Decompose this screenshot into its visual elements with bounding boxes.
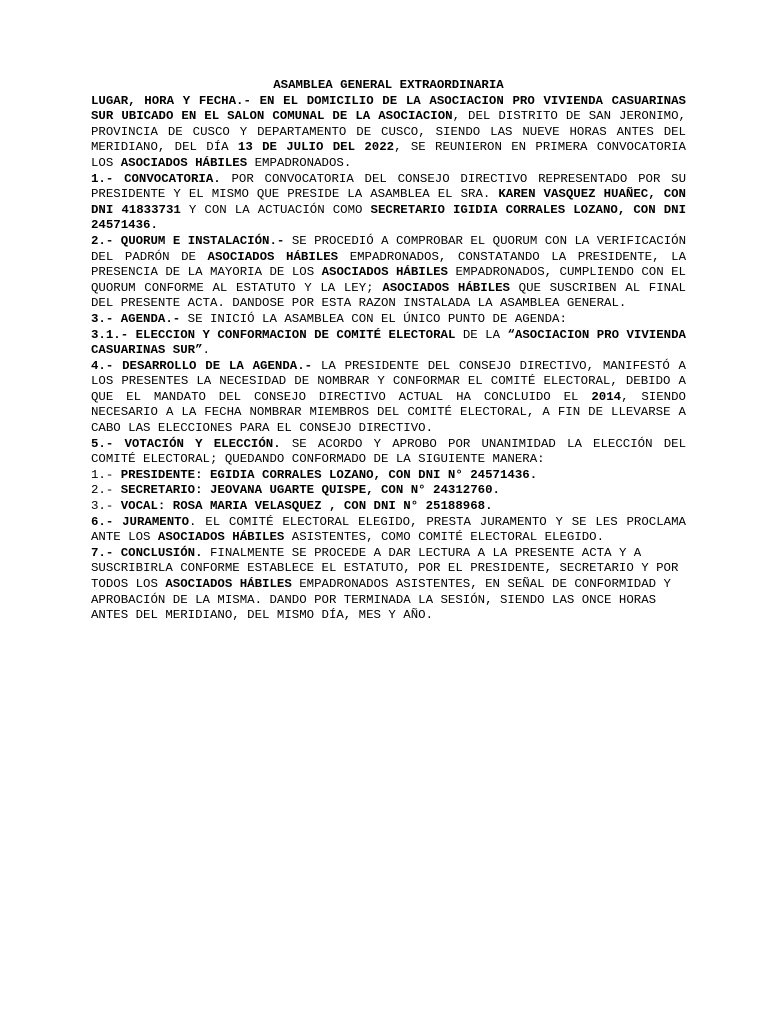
text: QUE SUSCRIBEN AL FINAL DEL PRESENTE ACTA. DANDOSE POR ESTA RAZON INSTALADA LA ASAMBLEA GENERAL. [91,280,686,311]
bold-text: 6.- JURAMENTO [91,514,190,529]
bold-text: 3.- AGENDA.- [91,311,181,326]
bold-text: LUGAR, HORA Y FECHA.- EN EL DOMICILIO DE LA ASOCIACION PRO VIVIENDA CASUARINAS SUR UBICADO EN EL SALON COMUNAL DE LA ASOCIACION [91,93,686,124]
bold-text: 1.- CONVOCATORIA. [91,171,221,186]
text: 3.- [91,499,121,514]
text: SE PROCEDIÓ A COMPROBAR EL QUORUM CON LA VERIFICACIÓN DEL PADRÓN DE [91,233,687,264]
committee-member-vocal [91,499,686,515]
paragraph-quorum [91,234,686,312]
bold-text: 4.- DESARROLLO DE LA AGENDA.- [91,358,313,373]
text: 2.- [91,483,121,498]
text: EMPADRONADOS ASISTENTES, EN SEÑAL DE CONFORMIDAD Y APROBACIÓN DE LA MISMA. DANDO POR TERMINADA LA SESIÓN, SIENDO LAS ONCE HORAS ANTES DEL MERIDIANO, DEL MISMO DÍA, MES Y AÑO. [91,577,671,623]
bold-text: 7.- CONCLUSIÓN. [91,545,203,560]
text: POR CONVOCATORIA DEL CONSEJO DIRECTIVO REPRESENTADO POR SU PRESIDENTE Y EL MISMO QUE PRESIDE LA ASAMBLEA EL SRA. [91,171,687,202]
text: SE ACORDO Y APROBO POR UNANIMIDAD LA ELECCIÓN DEL COMITÉ ELECTORAL; QUEDANDO CONFORMADO DE LA SIGUIENTE MANERA: [91,436,686,467]
text: ASISTENTES, COMO COMITÉ ELECTORAL ELEGIDO. [284,530,605,545]
bold-text: “ASOCIACION PRO VIVIENDA CASUARINAS SUR” [91,327,686,358]
paragraph-lugar-hora-fecha [91,94,686,172]
text: FINALMENTE SE PROCEDE A DAR LECTURA A LA PRESENTE ACTA Y A SUSCRIBIRLA CONFORME ESTABLECE EL ESTATUTO, POR EL PRESIDENTE, SECRETARIO Y POR TODOS LOS [91,545,679,591]
text: , SE REUNIERON EN PRIMERA CONVOCATORIA LOS [91,140,686,170]
bold-text: ASOCIADOS HÁBILES [321,265,448,280]
text: . EL COMITÉ ELECTORAL ELEGIDO, PRESTA JURAMENTO Y SE LES PROCLAMA ANTE LOS [91,514,686,545]
bold-text: 2014 [591,389,622,404]
text: , SIENDO NECESARIO A LA FECHA NOMBRAR MIEMBROS DEL COMITÉ ELECTORAL, A FIN DE LLEVARSE A CABO LAS ELECCIONES PARA EL CONSEJO DIRECTIVO. [91,389,686,436]
text: . [202,343,210,358]
bold-text: 5.- VOTACIÓN Y ELECCIÓN. [91,436,281,451]
paragraph-desarrollo [91,359,686,437]
bold-text: ASOCIADOS HÁBILES [382,280,510,295]
bold-text: 2.- QUORUM E INSTALACIÓN.- [91,233,285,248]
text: LA PRESIDENTE DEL CONSEJO DIRECTIVO, MANIFESTÓ A LOS PRESENTES LA NECESIDAD DE NOMBRAR Y CONFORMAR EL COMITÉ ELECTORAL, DEBIDO A QUE EL MANDATO DEL CONSEJO DIRECTIVO ACTUAL HA CONCLUIDO EL [91,358,686,404]
text: DE LA [455,327,508,342]
bold-text: VOCAL: ROSA MARIA VELASQUEZ , CON DNI N° 25188968. [120,499,493,514]
text: EMPADRONADOS, CUMPLIENDO CON EL QUORUM CONFORME AL ESTATUTO Y LA LEY; [91,265,686,295]
bold-text: SECRETARIO: JEOVANA UGARTE QUISPE, CON N° 24312760. [120,483,500,498]
bold-text: SECRETARIO IGIDIA CORRALES LOZANO, CON DNI 24571436. [91,202,686,233]
paragraph-convocatoria [91,172,686,234]
paragraph-agenda [91,312,686,328]
bold-text: PRESIDENTE: EGIDIA CORRALES LOZANO, CON DNI N° 24571436. [120,467,538,482]
text: 1.- [91,467,121,482]
text: EMPADRONADOS, CONSTATANDO LA PRESIDENTE, LA PRESENCIA DE LA MAYORIA DE LOS [91,249,687,280]
paragraph-votacion [91,437,686,468]
bold-text: ASOCIADOS HÁBILES [207,249,339,264]
bold-text: 13 DE JULIO DEL 2022 [237,140,395,155]
document-body [91,78,686,624]
paragraph-conclusion [91,546,686,624]
committee-member-presidente [91,468,686,484]
bold-text: KAREN VASQUEZ HUAÑEC, CON DNI 41833731 [91,187,686,217]
bold-text: ASOCIADOS HÁBILES [120,155,248,170]
document-title: ASAMBLEA GENERAL EXTRAORDINARIA [273,78,504,92]
text: SE INICIÓ LA ASAMBLEA CON EL ÚNICO PUNTO DE AGENDA: [180,311,567,326]
bold-text: ASOCIADOS HÁBILES [165,577,292,591]
text: , DEL DISTRITO DE SAN JERONIMO, PROVINCIA DE CUSCO Y DEPARTAMENTO DE CUSCO, SIENDO LAS NUEVE HORAS ANTES DEL MERIDIANO, DEL DÍA [91,109,686,155]
bold-text: ASOCIADOS HÁBILES [157,530,285,545]
bold-text: 3.1.- ELECCION Y CONFORMACION DE COMITÉ ELECTORAL [91,327,456,342]
paragraph-agenda-item [91,328,686,359]
text: Y CON LA ACTUACIÓN COMO [180,202,371,217]
committee-member-secretario [91,483,686,499]
paragraph-juramento [91,515,686,546]
text: EMPADRONADOS. [247,155,352,170]
